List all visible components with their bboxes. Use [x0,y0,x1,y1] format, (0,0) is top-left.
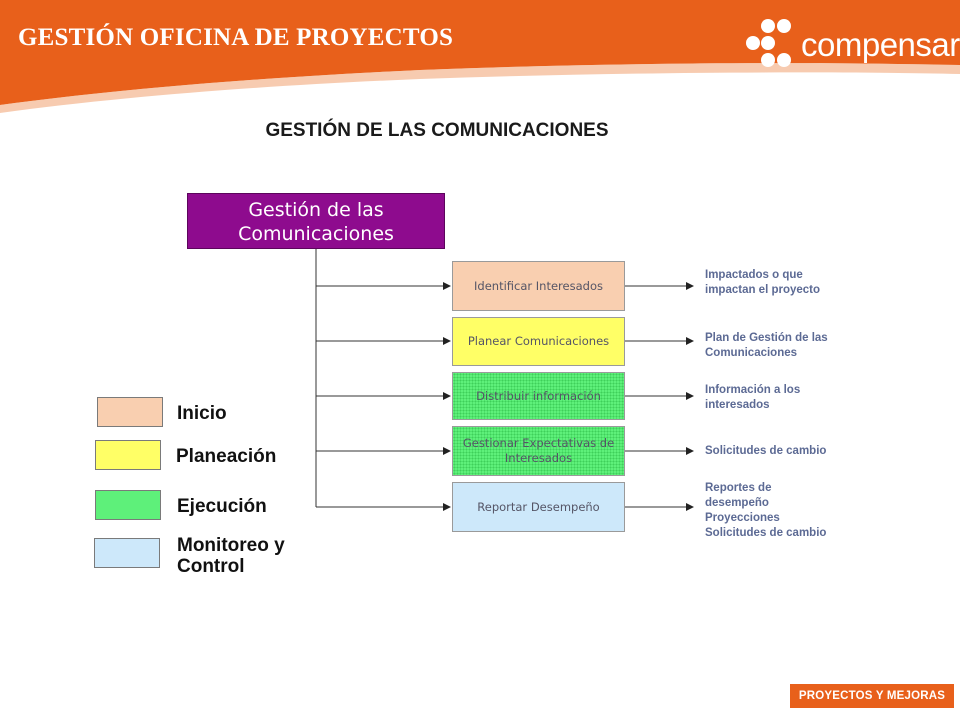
output-line: Comunicaciones [705,347,798,359]
output-line: desempeño [705,497,769,509]
process-reportar-desempeno: Reportar Desempeño [452,482,625,532]
process-planear-comunicaciones: Planear Comunicaciones [452,317,625,366]
output-line: Impactados o que [705,269,803,281]
legend-swatch-inicio [97,397,163,427]
output-planear-comunicaciones [705,331,865,361]
legend-label-ejecucion: Ejecución [177,496,267,517]
legend-label-line: Control [177,556,245,577]
root-label-line2: Comunicaciones [238,223,394,245]
output-line: Plan de Gestión de las [705,332,828,344]
output-line: Solicitudes de cambio [705,445,827,457]
output-identificar-interesados [705,268,865,298]
process-identificar-interesados: Identificar Interesados [452,261,625,311]
output-line: Reportes de [705,482,772,494]
legend-swatch-ejecucion [95,490,161,520]
output-line: impactan el proyecto [705,284,821,296]
root-process-box [187,193,445,249]
page-title: GESTIÓN DE LAS COMUNICACIONES [265,120,609,141]
root-label-line1: Gestión de las [248,199,384,221]
output-line: Información a los [705,384,801,396]
process-distribuir-informacion: Distribuir información [452,372,625,420]
logo-text: compensar [801,26,960,63]
output-line: interesados [705,399,770,411]
footer-badge: PROYECTOS Y MEJORAS [790,684,954,708]
output-distribuir-informacion [705,383,865,413]
output-line: Proyecciones [705,512,780,524]
legend-label-monitoreo-control [177,535,285,577]
output-reportar-desempeno [705,481,865,541]
legend-label-inicio: Inicio [177,403,227,424]
process-gestionar-expectativas: Gestionar Expectativas de Interesados [452,426,625,476]
legend-label-planeacion: Planeación [176,446,277,467]
legend-label-line: Monitoreo y [177,535,285,556]
legend-swatch-planeacion [95,440,161,470]
output-line: Solicitudes de cambio [705,527,827,539]
legend-swatch-monitoreo-control [94,538,160,568]
header-title: GESTIÓN OFICINA DE PROYECTOS [18,24,454,51]
output-gestionar-expectativas [705,444,865,459]
